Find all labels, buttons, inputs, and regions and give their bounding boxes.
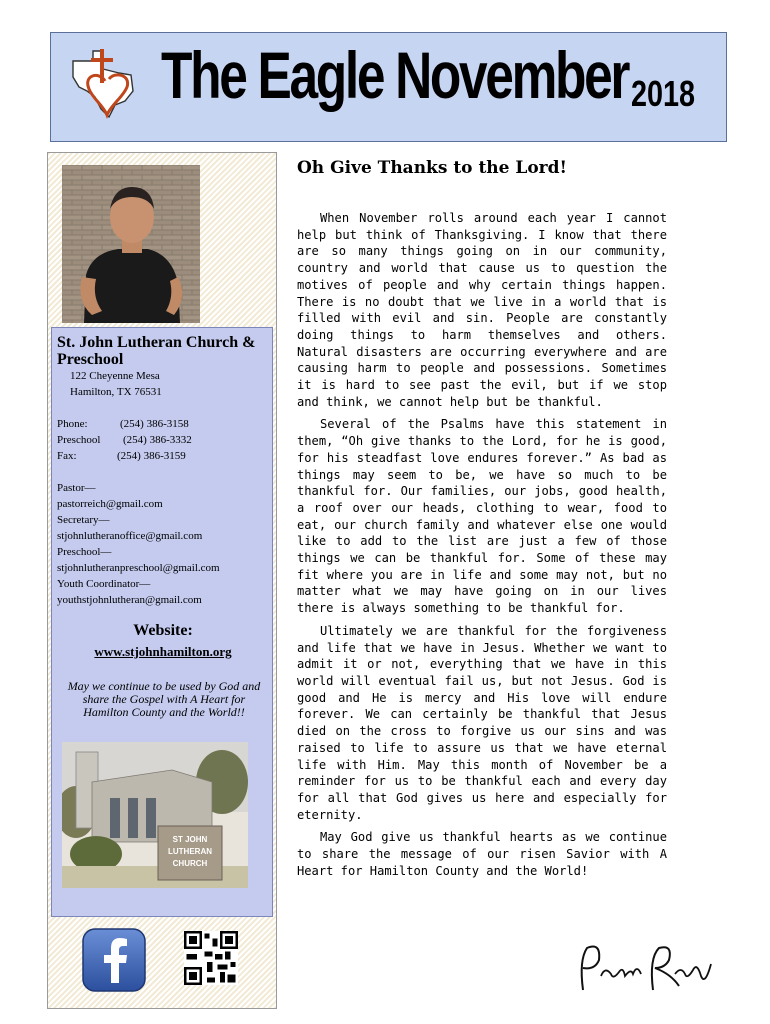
address-line-2: Hamilton, TX 76531 bbox=[70, 386, 162, 398]
address-line-1: 122 Cheyenne Mesa bbox=[70, 370, 160, 382]
article-paragraph-2: Several of the Psalms have this statement in them, “Oh give thanks to the Lord, for he is good, for his steadfast love endures forever.” As bad as things may seem to be, we have so much to be thankful for. Our families, our jobs, good health, a roof over our heads, clothing to wear, food to eat, our church family and whatever else one would like to add to the list are just a few of those things we can be thankful for. Some of these may fit where you are in life and some may not, but no matter what we may have going on in our lives there is always something to be thankful for. bbox=[297, 417, 667, 616]
preschool-email-link[interactable]: stjohnlutheranpreschool@gmail.com bbox=[57, 562, 220, 574]
facebook-icon[interactable] bbox=[81, 927, 147, 993]
motto-text: May we continue to be used by God and share the Gospel with A Heart for Hamilton County and the World!! bbox=[67, 679, 261, 719]
secretary-email-link[interactable]: stjohnlutheranoffice@gmail.com bbox=[57, 530, 203, 542]
pastor-signature bbox=[575, 940, 715, 1000]
pastor-label: Pastor— bbox=[57, 482, 96, 494]
youth-coordinator-label: Youth Coordinator— bbox=[57, 578, 151, 590]
qr-code[interactable] bbox=[184, 931, 238, 985]
phone-row bbox=[57, 418, 189, 430]
fax-row bbox=[57, 450, 186, 462]
church-name: St. John Lutheran Church & Preschool bbox=[57, 334, 256, 368]
pastor-photo bbox=[62, 165, 200, 323]
fax-number: (254) 386-3159 bbox=[117, 450, 186, 462]
pastor-email-link[interactable]: pastorreich@gmail.com bbox=[57, 498, 163, 510]
article-paragraph-1: When November rolls around each year I cannot help but think of Thanksgiving. I know that there are so many things going on in our community, country and world that cause us to question the motives of people and why certain things happen. There is no doubt that we live in a world that is filled with evil and sin. People are constantly doing things to harm themselves and others. Natural disasters are occurring everywhere and are causing harm to people and possessions. Sometimes it is hard to see past the evil, but if we stop and think, we cannot help but be thankful. bbox=[297, 211, 667, 409]
newsletter-title: The Eagle November bbox=[161, 38, 629, 112]
article-body bbox=[297, 210, 667, 885]
preschool-phone-number[interactable]: (254) 386-3332 bbox=[123, 434, 192, 446]
church-sign-line-3: CHURCH bbox=[172, 859, 208, 868]
church-sign-line-1: ST JOHN bbox=[172, 835, 208, 844]
website-link[interactable]: www.stjohnhamilton.org bbox=[94, 644, 232, 659]
church-logo-icon bbox=[69, 47, 141, 127]
website-heading: Website: bbox=[133, 622, 193, 639]
article-paragraph-3: Ultimately we are thankful for the forgiveness and life that we have in Jesus. Whether we want to admit it or not, everything that we have in this world will eventual fail us, but not Jesus. God is good and He is mercy and His love will endure forever. We can certainly be thankful that Jesus died on the cross to forgive us our sins and was raised to life to assure us that we have eternal life with Him. May this month of November be a reminder for us to be thankful each and every day for all that God gives us here and especially for eternity. bbox=[297, 623, 667, 822]
secretary-label: Secretary— bbox=[57, 514, 110, 526]
article-title: Oh Give Thanks to the Lord! bbox=[297, 158, 567, 178]
preschool-label: Preschool— bbox=[57, 546, 112, 558]
church-info-panel bbox=[51, 327, 273, 917]
church-photo bbox=[62, 742, 248, 888]
article-paragraph-4: May God give us thankful hearts as we continue to share the message of our risen Savior with A Heart for Hamilton County and the World! bbox=[297, 830, 667, 878]
sidebar bbox=[47, 152, 277, 1009]
newsletter-header bbox=[50, 32, 727, 142]
phone-label: Phone: bbox=[57, 418, 88, 430]
fax-label: Fax: bbox=[57, 450, 77, 462]
preschool-phone-row bbox=[57, 434, 192, 446]
newsletter-year: 2018 bbox=[631, 73, 696, 114]
phone-number[interactable]: (254) 386-3158 bbox=[120, 418, 189, 430]
preschool-phone-label: Preschool bbox=[57, 434, 101, 446]
church-sign-line-2: LUTHERAN bbox=[168, 847, 212, 856]
youth-email-link[interactable]: youthstjohnlutheran@gmail.com bbox=[57, 594, 202, 606]
